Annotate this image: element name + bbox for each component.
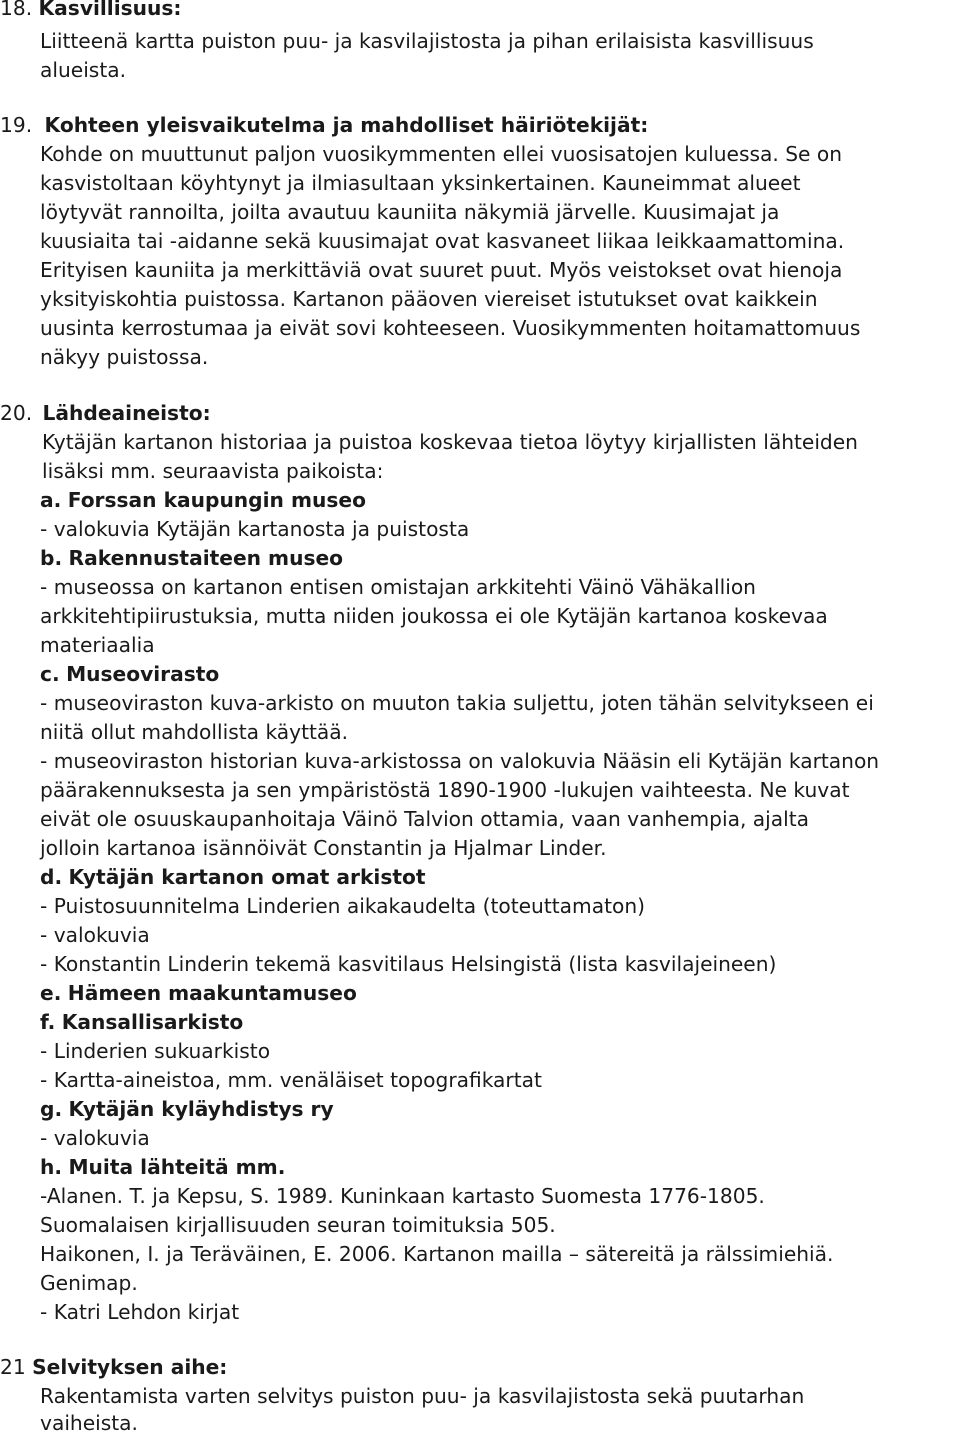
source-line: - Linderien sukuarkisto — [40, 1039, 271, 1063]
source-f-title: f. Kansallisarkisto — [40, 1010, 244, 1034]
source-line: Haikonen, I. ja Teräväinen, E. 2006. Kartanon mailla – sätereitä ja rälssimiehiä. — [40, 1242, 834, 1266]
paragraph-line: näkyy puistossa. — [40, 345, 209, 369]
source-b-title: b. Rakennustaiteen museo — [40, 546, 344, 570]
source-line: - Puistosuunnitelma Linderien aikakaudelta (toteuttamaton) — [40, 894, 646, 918]
source-line: - museoviraston historian kuva-arkistossa on valokuvia Nääsin eli Kytäjän kartanon — [40, 749, 880, 773]
section-title: Lähdeaineisto: — [42, 401, 211, 425]
section-title: Kohteen yleisvaikutelma ja mahdolliset häiriötekijät: — [44, 113, 649, 137]
source-line: - valokuvia — [40, 1126, 150, 1150]
paragraph-line: Kohde on muuttunut paljon vuosikymmenten ellei vuosisatojen kuluessa. Se on — [40, 142, 843, 166]
section-18-heading — [0, 0, 182, 23]
paragraph-line: löytyvät rannoilta, joilta avautuu kauniita näkymiä järvelle. Kuusimajat ja — [40, 200, 780, 224]
paragraph-line: alueista. — [40, 58, 127, 82]
paragraph-line: yksityiskohtia puistossa. Kartanon pääoven viereiset istutukset ovat kaikkein — [40, 287, 818, 311]
source-line: - museoviraston kuva-arkisto on muuton takia suljettu, joten tähän selvitykseen ei — [40, 691, 874, 715]
source-d-title: d. Kytäjän kartanon omat arkistot — [40, 865, 426, 889]
source-g-title: g. Kytäjän kyläyhdistys ry — [40, 1097, 334, 1121]
paragraph-line: Erityisen kauniita ja merkittäviä ovat suuret puut. Myös veistokset ovat hienoja — [40, 258, 843, 282]
paragraph-line: kasvistoltaan köyhtynyt ja ilmiasultaan yksinkertainen. Kauneimmat alueet — [40, 171, 801, 195]
source-line: arkkitehtipiirustuksia, mutta niiden joukossa ei ole Kytäjän kartanoa koskevaa — [40, 604, 828, 628]
paragraph-line: uusinta kerrostumaa ja eivät sovi kohteeseen. Vuosikymmenten hoitamattomuus — [40, 316, 861, 340]
source-line: - valokuvia Kytäjän kartanosta ja puistosta — [40, 517, 470, 541]
source-h-title: h. Muita lähteitä mm. — [40, 1155, 286, 1179]
source-line: Suomalaisen kirjallisuuden seuran toimituksia 505. — [40, 1213, 556, 1237]
source-line: jolloin kartanoa isännöivät Constantin ja Hjalmar Linder. — [40, 836, 607, 860]
section-21-heading — [0, 1353, 227, 1382]
source-line: - Konstantin Linderin tekemä kasvitilaus Helsingistä (lista kasvilajeineen) — [40, 952, 777, 976]
source-line: niitä ollut mahdollista käyttää. — [40, 720, 349, 744]
section-title: Kasvillisuus: — [38, 0, 182, 20]
section-19-heading — [0, 111, 648, 140]
source-line: päärakennuksesta ja sen ympäristöstä 1890-1900 -lukujen vaihteesta. Ne kuvat — [40, 778, 850, 802]
source-a-title: a. Forssan kaupungin museo — [40, 488, 366, 512]
source-line: - Kartta-aineistoa, mm. venäläiset topografikartat — [40, 1068, 542, 1092]
source-line: eivät ole osuuskaupanhoitaja Väinö Talvion ottamia, vaan vanhempia, ajalta — [40, 807, 810, 831]
source-c-title: c. Museovirasto — [40, 662, 220, 686]
source-line: Genimap. — [40, 1271, 138, 1295]
section-20-heading — [0, 399, 211, 428]
paragraph-line: Liitteenä kartta puiston puu- ja kasvilajistosta ja pihan erilaisista kasvillisuus — [40, 29, 814, 53]
section-title: Selvityksen aihe: — [32, 1355, 228, 1379]
section-number: 19. — [0, 113, 33, 137]
section-number: 18. — [0, 0, 33, 20]
paragraph-line: vaiheista. — [40, 1411, 138, 1435]
paragraph-line: Rakentamista varten selvitys puiston puu- ja kasvilajistosta sekä puutarhan — [40, 1384, 805, 1408]
section-number: 20. — [0, 401, 33, 425]
source-line: - museossa on kartanon entisen omistajan arkkitehti Väinö Vähäkallion — [40, 575, 756, 599]
paragraph-line: kuusiaita tai -aidanne sekä kuusimajat ovat kasvaneet liikaa leikkaamattomina. — [40, 229, 845, 253]
source-line: -Alanen. T. ja Kepsu, S. 1989. Kuninkaan kartasto Suomesta 1776-1805. — [40, 1184, 765, 1208]
section-number: 21 — [0, 1355, 26, 1379]
paragraph-line: lisäksi mm. seuraavista paikoista: — [42, 459, 384, 483]
paragraph-line: Kytäjän kartanon historiaa ja puistoa koskevaa tietoa löytyy kirjallisten lähteiden — [42, 430, 858, 454]
source-line: - Katri Lehdon kirjat — [40, 1300, 240, 1324]
source-line: materiaalia — [40, 633, 155, 657]
source-e-title: e. Hämeen maakuntamuseo — [40, 981, 357, 1005]
source-line: - valokuvia — [40, 923, 150, 947]
